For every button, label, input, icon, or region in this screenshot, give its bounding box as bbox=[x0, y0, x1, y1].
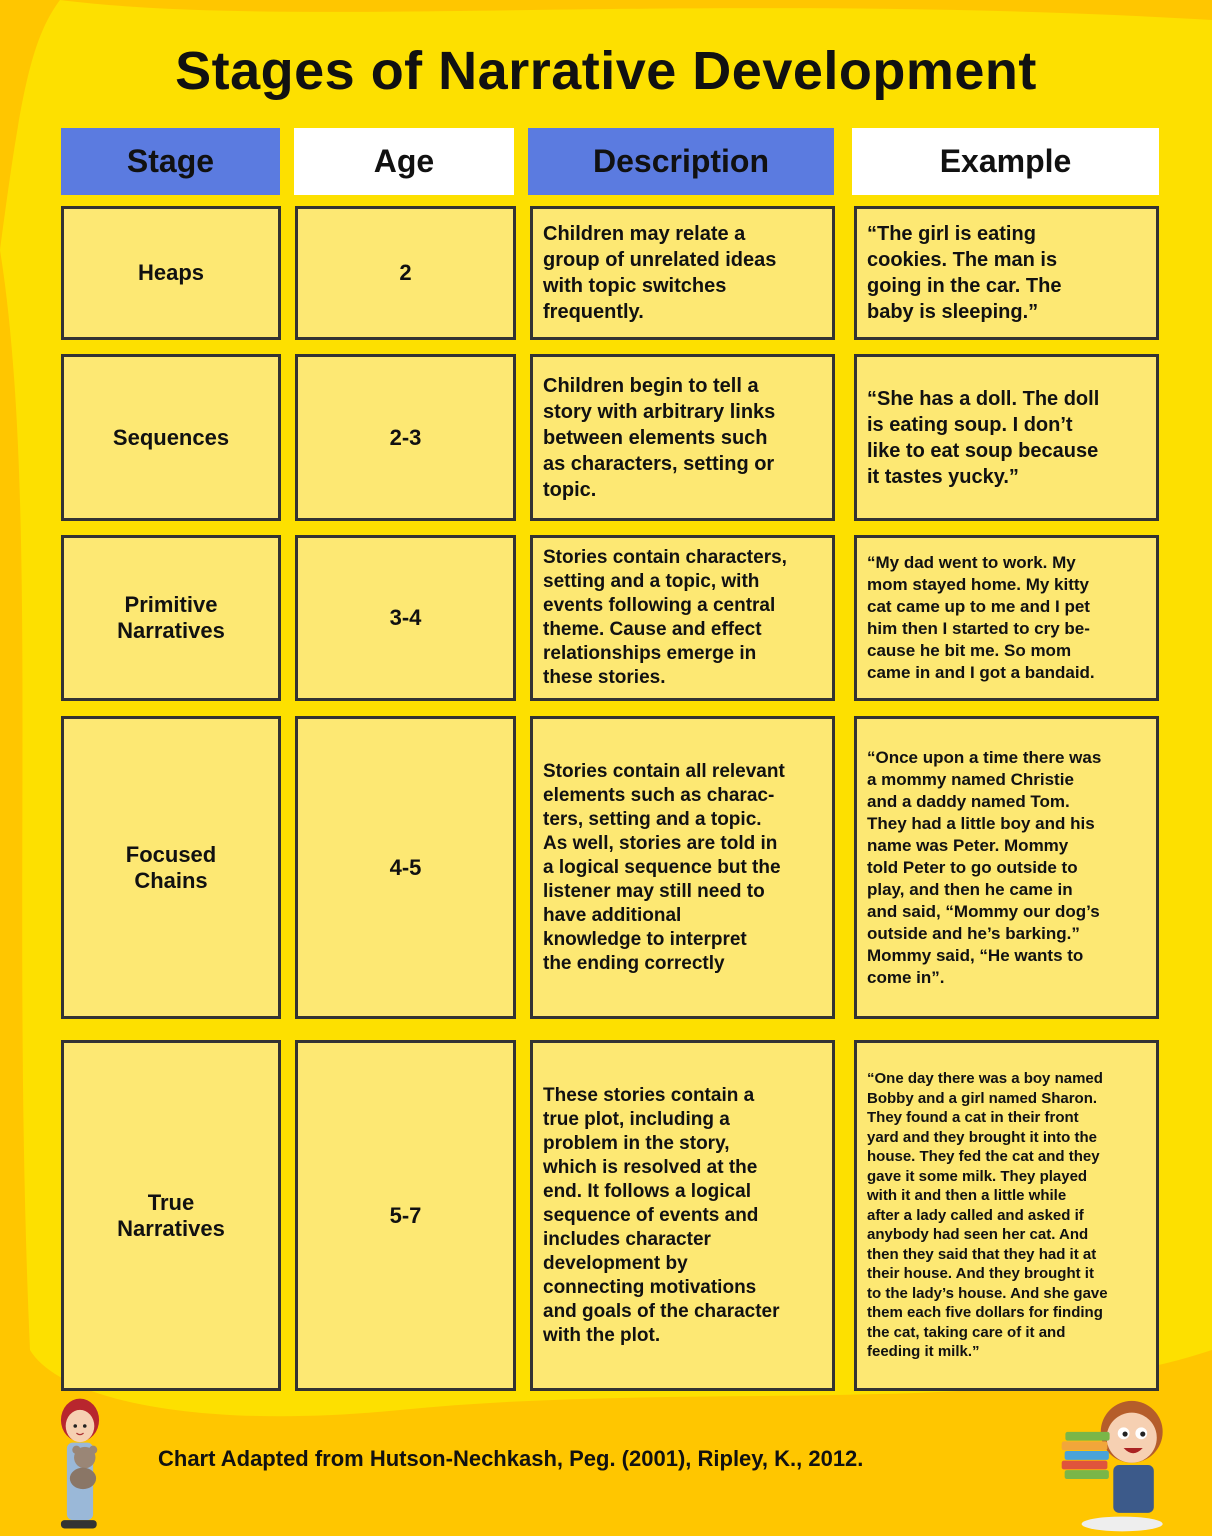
cell-age: 2-3 bbox=[295, 354, 516, 521]
cell-age: 4-5 bbox=[295, 716, 516, 1019]
cell-stage: Heaps bbox=[61, 206, 281, 340]
boy-with-books-illustration bbox=[1040, 1395, 1205, 1535]
cell-description: These stories contain a true plot, including a problem in the story, which is resolved at the end. It follows a logical sequence of events and includes character development by connecting motivations and goals of the character with the plot. bbox=[530, 1040, 835, 1391]
cell-age: 5-7 bbox=[295, 1040, 516, 1391]
cell-example: “My dad went to work. My mom stayed home. My kitty cat came up to me and I pet him then I started to cry be- cause he bit me. So mom came in and I got a bandaid. bbox=[854, 535, 1159, 701]
header-age: Age bbox=[294, 128, 514, 195]
footer-citation: Chart Adapted from Hutson-Nechkash, Peg. (2001), Ripley, K., 2012. bbox=[158, 1446, 864, 1471]
header-description: Description bbox=[528, 128, 834, 195]
header-stage: Stage bbox=[61, 128, 280, 195]
cell-example: “She has a doll. The doll is eating soup. I don’t like to eat soup because it tastes yucky.” bbox=[854, 354, 1159, 521]
cell-description: Stories contain characters, setting and a topic, with events following a central theme. Cause and effect relationships emerge in these stories. bbox=[530, 535, 835, 701]
cell-description: Children may relate a group of unrelated ideas with topic switches frequently. bbox=[530, 206, 835, 340]
cell-stage: Sequences bbox=[61, 354, 281, 521]
cell-example: “The girl is eating cookies. The man is going in the car. The baby is sleeping.” bbox=[854, 206, 1159, 340]
cell-age: 2 bbox=[295, 206, 516, 340]
header-example: Example bbox=[852, 128, 1159, 195]
cell-stage: Primitive Narratives bbox=[61, 535, 281, 701]
cell-description: Stories contain all relevant elements such as charac- ters, setting and a topic. As well, stories are told in a logical sequence but the listener may still need to have additional knowledge to interpret the ending correctly bbox=[530, 716, 835, 1019]
cell-example: “Once upon a time there was a mommy named Christie and a daddy named Tom. They had a little boy and his name was Peter. Mommy told Peter to go outside to play, and then he came in and said, “Mommy our dog’s outside and he’s barking.” Mommy said, “He wants to come in”. bbox=[854, 716, 1159, 1019]
cell-description: Children begin to tell a story with arbitrary links between elements such as characters, setting or topic. bbox=[530, 354, 835, 521]
page-title: Stages of Narrative Development bbox=[175, 41, 1037, 101]
cell-example: “One day there was a boy named Bobby and a girl named Sharon. They found a cat in their front yard and they brought it into the house. They fed the cat and they gave it some milk. They played with it and then a little while after a lady called and asked if anybody had seen her cat. And then they said that they had it at their house. And they brought it to the lady’s house. And she gave them each five dollars for finding the cat, taking care of it and feeding it milk.” bbox=[854, 1040, 1159, 1391]
cell-stage: Focused Chains bbox=[61, 716, 281, 1019]
cell-stage: True Narratives bbox=[61, 1040, 281, 1391]
girl-with-teddy-bear-illustration bbox=[30, 1395, 130, 1535]
cell-age: 3-4 bbox=[295, 535, 516, 701]
